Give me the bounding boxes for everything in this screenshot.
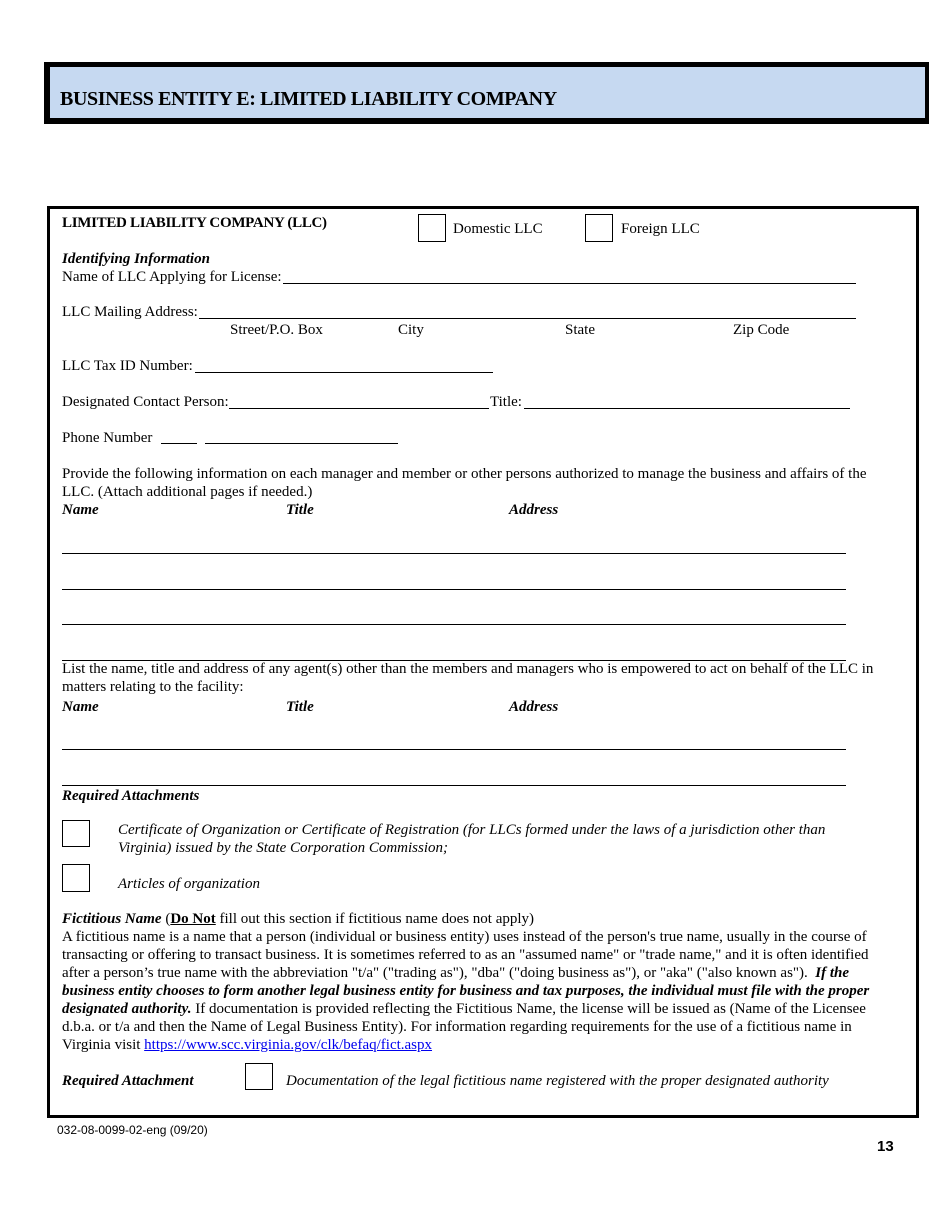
phone-number-label: Phone Number — [62, 430, 153, 446]
managers-col-name: Name — [62, 502, 99, 518]
state-label: State — [565, 322, 595, 338]
managers-instruction-line1: Provide the following information on each manager and member or other persons authorized to manage the business and affairs of the — [62, 466, 867, 482]
agent-entry-line[interactable] — [62, 749, 846, 750]
articles-checkbox[interactable] — [62, 864, 90, 892]
fictitious-text-line5: If documentation is provided reflecting the Fictitious Name, the license will be issued as (Name of the Licensee — [191, 1001, 866, 1017]
section-title: LIMITED LIABILITY COMPANY (LLC) — [62, 215, 327, 231]
page-number: 13 — [877, 1138, 894, 1155]
agents-instruction-line1: List the name, title and address of any agent(s) other than the members and managers who is empowered to act on behalf of the LLC in — [62, 661, 874, 677]
contact-person-field[interactable] — [229, 408, 489, 409]
tax-id-label: LLC Tax ID Number: — [62, 358, 193, 374]
llc-name-label: Name of LLC Applying for License: — [62, 269, 282, 285]
mailing-address-label: LLC Mailing Address: — [62, 304, 198, 320]
agents-col-address: Address — [509, 699, 559, 715]
managers-instruction-line2: LLC. (Attach additional pages if needed.) — [62, 484, 313, 500]
fictitious-text-line6: d.b.a. or t/a and then the Name of Legal Business Entity). For information regarding requirements for the use of a fictitious name in — [62, 1019, 852, 1035]
city-label: City — [398, 322, 424, 338]
certificate-checkbox[interactable] — [62, 820, 90, 847]
fictitious-heading-row — [62, 910, 534, 928]
manager-entry-line[interactable] — [62, 589, 846, 590]
fictitious-paren-open: ( — [161, 911, 171, 927]
foreign-llc-label: Foreign LLC — [621, 221, 700, 237]
manager-entry-line[interactable] — [62, 624, 846, 625]
managers-col-address: Address — [509, 502, 559, 518]
fictitious-text-line1: A fictitious name is a name that a person (individual or business entity) uses instead of the person's true name, usually in the course of — [62, 929, 867, 945]
fictitious-bold-line4: business entity chooses to form another legal business entity for business and tax purposes, the individual must file with the proper — [62, 983, 870, 999]
fictitious-text-line3-row — [62, 964, 849, 982]
certificate-label-line2: Virginia) issued by the State Corporation Commission; — [118, 840, 448, 856]
llc-name-field[interactable] — [283, 283, 856, 284]
contact-title-field[interactable] — [524, 408, 850, 409]
fictitious-documentation-label: Documentation of the legal fictitious name registered with the proper designated authority — [286, 1073, 829, 1089]
fictitious-heading: Fictitious Name — [62, 911, 162, 927]
mailing-address-field[interactable] — [199, 318, 856, 319]
page-title: BUSINESS ENTITY E: LIMITED LIABILITY COMPANY — [60, 88, 557, 110]
fictitious-text-line2: transacting or offering to transact business. It is sometimes referred to as an "assumed name" or "trade name," and it is often identified — [62, 947, 869, 963]
domestic-llc-checkbox[interactable] — [418, 214, 446, 242]
managers-col-title: Title — [286, 502, 314, 518]
fictitious-text-line3: after a person’s true name with the abbreviation "t/a" ("trading as"), "dba" ("doing business as"), or "aka" ("also known as"). — [62, 965, 808, 981]
form-code: 032-08-0099-02-eng (09/20) — [57, 1123, 208, 1137]
agents-instruction-line2: matters relating to the facility: — [62, 679, 244, 695]
fictitious-bold-line3: If the — [815, 965, 850, 981]
do-not-label: Do Not — [170, 911, 216, 927]
certificate-label-line1: Certificate of Organization or Certificate of Registration (for LLCs formed under the laws of a jurisdiction other than — [118, 822, 826, 838]
agents-col-name: Name — [62, 699, 99, 715]
foreign-llc-checkbox[interactable] — [585, 214, 613, 242]
phone-number-field[interactable] — [205, 443, 398, 444]
contact-person-label: Designated Contact Person: — [62, 394, 229, 410]
fictitious-text-line5-row — [62, 1000, 866, 1018]
contact-title-label: Title: — [490, 394, 522, 410]
agent-entry-line[interactable] — [62, 785, 846, 786]
fictitious-text-line7: Virginia visit — [62, 1037, 145, 1053]
scc-fictitious-name-link[interactable]: https://www.scc.virginia.gov/clk/befaq/fict.aspx — [144, 1037, 433, 1053]
street-label: Street/P.O. Box — [230, 322, 323, 338]
required-attachment-heading: Required Attachment — [62, 1073, 194, 1089]
fictitious-text-line7-row — [62, 1036, 432, 1054]
zip-code-label: Zip Code — [733, 322, 790, 338]
fictitious-heading-rest: fill out this section if fictitious name does not apply) — [215, 911, 535, 927]
agents-col-title: Title — [286, 699, 314, 715]
phone-area-code-field[interactable] — [161, 443, 197, 444]
domestic-llc-label: Domestic LLC — [453, 221, 543, 237]
fictitious-bold-line5: designated authority. — [62, 1001, 192, 1017]
fictitious-documentation-checkbox[interactable] — [245, 1063, 273, 1090]
manager-entry-line[interactable] — [62, 553, 846, 554]
articles-label: Articles of organization — [118, 876, 260, 892]
identifying-heading: Identifying Information — [62, 251, 210, 267]
attachments-heading: Required Attachments — [62, 788, 200, 804]
tax-id-field[interactable] — [195, 372, 493, 373]
